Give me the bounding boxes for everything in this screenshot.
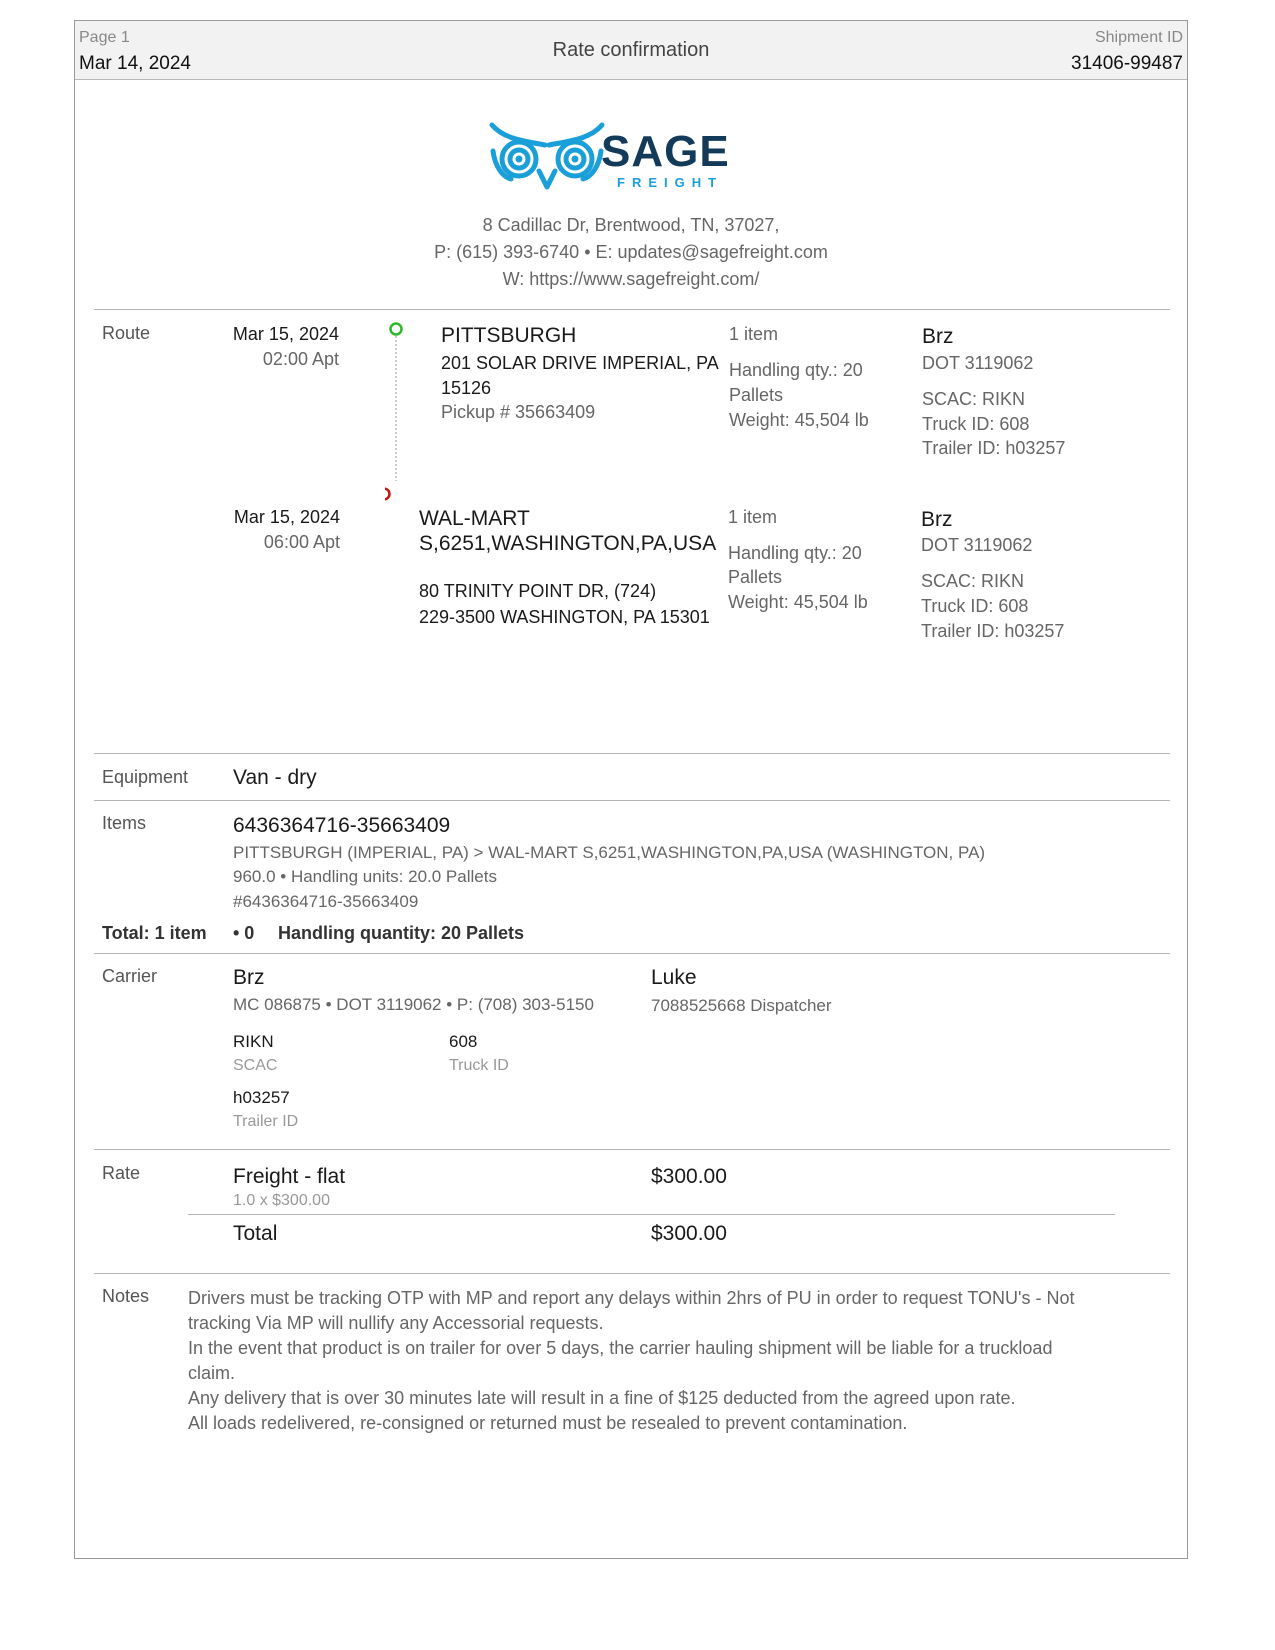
stop-2-time: 06:00 Apt xyxy=(263,532,340,552)
carrier-contact-name: Luke xyxy=(651,966,697,989)
stop-1-items: 1 item xyxy=(729,324,779,344)
rate-total-label: Total xyxy=(233,1222,278,1245)
stop-1-truck: Truck ID: 608 xyxy=(922,414,1030,434)
carrier-trailer-label: Trailer ID xyxy=(233,1113,299,1130)
document-date: Mar 14, 2024 xyxy=(79,53,191,74)
document-title: Rate confirmation xyxy=(552,39,710,61)
items-total-weight: • 0 xyxy=(233,923,255,943)
stop-1-dot: DOT 3119062 xyxy=(922,353,1034,373)
carrier-ids: MC 086875 • DOT 3119062 • P: (708) 303-5150 xyxy=(233,995,594,1014)
stop-1-trailer: Trailer ID: h03257 xyxy=(922,438,1066,458)
rate-line-amount: $300.00 xyxy=(651,1165,727,1188)
stop-1-date: Mar 15, 2024 xyxy=(232,324,339,344)
stop-2-trailer: Trailer ID: h03257 xyxy=(921,621,1065,641)
note-line: claim. xyxy=(188,1363,236,1383)
item-ref: #6436364716-35663409 xyxy=(233,892,419,911)
stop-2-date: Mar 15, 2024 xyxy=(233,507,340,527)
stop-2-scac: SCAC: RIKN xyxy=(921,571,1025,591)
page-number: Page 1 xyxy=(79,29,130,46)
rate-divider xyxy=(188,1214,1115,1215)
route-label: Route xyxy=(102,323,151,343)
stop-2-truck: Truck ID: 608 xyxy=(921,596,1029,616)
divider xyxy=(94,753,1170,754)
divider xyxy=(94,1149,1170,1150)
items-total-label: Total: 1 item xyxy=(102,923,207,943)
carrier-truck-label: Truck ID xyxy=(449,1057,509,1074)
document-page xyxy=(74,20,1188,1559)
stop-2-dot: DOT 3119062 xyxy=(921,535,1033,555)
divider xyxy=(94,953,1170,954)
stop-1-address-line1: 201 SOLAR DRIVE IMPERIAL, PA xyxy=(441,353,719,373)
company-address: 8 Cadillac Dr, Brentwood, TN, 37027, xyxy=(482,215,780,235)
pickup-marker-icon xyxy=(391,324,402,335)
divider xyxy=(94,309,1170,310)
note-line: In the event that product is on trailer for over 5 days, the carrier hauling shipment will be liable for a truckload xyxy=(188,1338,1053,1358)
stop-1-address-line2: 15126 xyxy=(441,378,492,398)
stop-1-handling-line2: Pallets xyxy=(729,385,784,405)
divider xyxy=(94,1273,1170,1274)
stop-2-name-line1: WAL-MART xyxy=(419,507,530,530)
note-line: Any delivery that is over 30 minutes late will result in a fine of $125 deducted from the agreed upon rate. xyxy=(188,1388,1016,1408)
rate-line-name: Freight - flat xyxy=(233,1165,346,1188)
carrier-scac-label: SCAC xyxy=(233,1057,278,1074)
rate-label: Rate xyxy=(102,1163,141,1183)
stop-2-carrier: Brz xyxy=(921,508,953,531)
rate-line-calc: 1.0 x $300.00 xyxy=(233,1192,330,1209)
stop-2-handling-line2: Pallets xyxy=(728,567,783,587)
stop-1-weight: Weight: 45,504 lb xyxy=(729,410,869,430)
rate-total-amount: $300.00 xyxy=(651,1222,727,1245)
stop-2-items: 1 item xyxy=(728,507,778,527)
stop-1-ref: Pickup # 35663409 xyxy=(441,402,596,422)
note-line: Drivers must be tracking OTP with MP and report any delays within 2hrs of PU in order to request TONU's - Not xyxy=(188,1288,1075,1308)
logo-word: SAGE xyxy=(601,127,730,176)
shipment-id-value: 31406-99487 xyxy=(1071,53,1183,74)
company-logo xyxy=(489,121,729,191)
stop-1-scac: SCAC: RIKN xyxy=(922,389,1026,409)
carrier-truck-value: 608 xyxy=(449,1032,478,1051)
items-label: Items xyxy=(102,813,147,833)
stop-2-handling-line1: Handling qty.: 20 xyxy=(728,543,862,563)
stop-1-time: 02:00 Apt xyxy=(262,349,339,369)
notes-label: Notes xyxy=(102,1286,150,1306)
stop-1-handling-line1: Handling qty.: 20 xyxy=(729,360,863,380)
stop-2-name-line2: S,6251,WASHINGTON,PA,USA xyxy=(419,532,717,555)
note-line: tracking Via MP will nullify any Accessorial requests. xyxy=(188,1313,604,1333)
divider xyxy=(94,800,1170,801)
carrier-scac-value: RIKN xyxy=(233,1032,274,1051)
route-timeline xyxy=(385,321,405,501)
delivery-marker-icon xyxy=(385,489,390,500)
stop-2-address-line1: 80 TRINITY POINT DR, (724) xyxy=(419,581,657,601)
carrier-label: Carrier xyxy=(102,966,158,986)
item-route: PITTSBURGH (IMPERIAL, PA) > WAL-MART S,6251,WASHINGTON,PA,USA (WASHINGTON, PA) xyxy=(233,843,986,862)
shipment-id-label: Shipment ID xyxy=(1094,29,1183,46)
carrier-contact-detail: 7088525668 Dispatcher xyxy=(651,996,832,1015)
item-units: 960.0 • Handling units: 20.0 Pallets xyxy=(233,867,497,886)
carrier-trailer-value: h03257 xyxy=(233,1088,290,1107)
equipment-label: Equipment xyxy=(102,767,189,787)
stop-2-address-line2: 229-3500 WASHINGTON, PA 15301 xyxy=(419,607,710,627)
item-id: 6436364716-35663409 xyxy=(233,814,451,837)
note-line: All loads redelivered, re-consigned or returned must be resealed to prevent contamination. xyxy=(188,1413,908,1433)
stop-1-carrier: Brz xyxy=(922,325,954,348)
stop-1-name: PITTSBURGH xyxy=(441,324,577,347)
stop-2-weight: Weight: 45,504 lb xyxy=(728,592,868,612)
logo-subword: FREIGHT xyxy=(617,175,724,190)
items-total-handling: Handling quantity: 20 Pallets xyxy=(278,923,525,943)
equipment-value: Van - dry xyxy=(233,766,317,789)
company-website: W: https://www.sagefreight.com/ xyxy=(502,269,760,289)
header-bar xyxy=(75,21,1187,80)
carrier-name: Brz xyxy=(233,966,265,989)
company-contact: P: (615) 393-6740 • E: updates@sagefreight.com xyxy=(434,242,828,262)
notes-body xyxy=(188,1286,1173,1436)
